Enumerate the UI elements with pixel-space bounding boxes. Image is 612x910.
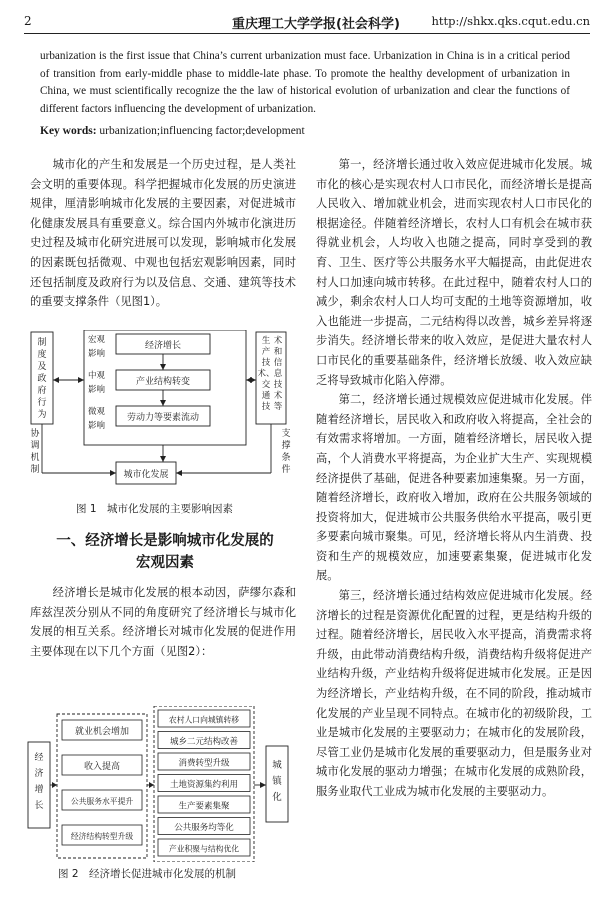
- fig2-middle-text: 就业机会增加: [74, 727, 130, 737]
- fig1-left-label-char: 制: [30, 465, 40, 475]
- fig1-left-label-char: 机: [30, 453, 40, 463]
- fig1-right-box-char: 生: [261, 336, 271, 346]
- fig1-right-box-char: 通: [261, 391, 271, 401]
- fig1-left-box-char: 政: [37, 374, 47, 384]
- fig2-source-char: 增: [34, 785, 44, 795]
- section-1-title-line-2: 宏观因素: [136, 555, 194, 571]
- fig1-left-box-char: 制: [37, 338, 47, 348]
- fig1-left-label-char: 调: [30, 441, 40, 451]
- fig2-right-text: 生产要素集聚: [178, 801, 230, 812]
- paragraph-first-effect: 第一，经济增长通过收入效应促进城市化发展。城市化的核心是实现农村人口市民化，而经济增长是提高人民收入、增加就业机会，进而实现农村人口市民化的根据途径。伴随着经济增长，农村人口有机会在城市获得就业机会，人均收入也随之提高，同时享受到的教育、卫生、医疗等公共服务水平大幅提高，由此促进农村人口加速向城市转移。在此过程中，随着农村人口的减少，剩余农村人口人均可支配的土地等资源增加，收入也能进一步提高，二元结构得以改善，城乡差异将逐步消失。经济增长带来的收入效应，是促进大量农村人口市民化的重要基础条件，经济增长放缓、收入效应缺乏将导致城市化陷入停滞。: [316, 158, 592, 387]
- fig1-left-label-char: 协: [30, 429, 40, 439]
- fig1-right-label-char: 支: [281, 429, 291, 439]
- fig1-right-box-char: 等: [273, 402, 283, 412]
- fig1-bottom-box-text: 城市化发展: [123, 470, 169, 480]
- section-1-title: [40, 530, 290, 574]
- fig1-right-box-char: 交: [261, 380, 271, 390]
- fig1-right-label-char: 条: [281, 453, 291, 463]
- fig1-level-label: 宏观: [88, 335, 106, 345]
- keywords-value: urbanization;influencing factor;development: [99, 125, 305, 137]
- figure-2-caption: 图 2 经济增长促进城市化发展的机制: [58, 868, 237, 880]
- fig1-left-box-char: 行: [37, 398, 47, 408]
- left-column-section-1: [30, 583, 296, 661]
- fig1-right-box-char: 息: [273, 369, 283, 379]
- fig1-level-box-text: 劳动力等要素流动: [126, 413, 200, 423]
- fig2-source-char: 长: [34, 801, 44, 811]
- right-column: [316, 155, 592, 802]
- fig1-left-box-char: 及: [37, 362, 47, 372]
- fig2-target-char: 镇: [272, 776, 282, 787]
- fig1-right-box-char: 技: [273, 380, 283, 390]
- fig1-right-box-char: 技: [261, 358, 271, 368]
- fig2-source-char: 经: [34, 753, 44, 763]
- fig1-level-box-text: 产业结构转变: [135, 377, 191, 387]
- fig2-middle-text: 公共服务水平提升: [70, 797, 134, 806]
- section-1-title-line-1: 一、经济增长是影响城市化发展的: [56, 533, 274, 549]
- fig2-target-char: 化: [272, 792, 282, 803]
- fig1-left-box-char: 为: [37, 410, 47, 420]
- fig2-right-text: 公共服务均等化: [174, 823, 234, 833]
- figure-1-caption: 图 1 城市化发展的主要影响因素: [76, 503, 234, 515]
- fig1-level-label: 微观: [88, 407, 106, 417]
- paragraph-second-effect: 第二，经济增长通过规模效应促进城市化发展。伴随着经济增长，居民收入和政府收入将提高，全社会的有效需求将增加。一方面，随着经济增长，居民收入提高，个人消费水平将提高，为企业扩大生产、实现规模经济提供了基础，促进各种要素加速集聚。另一方面，随着经济增长，政府收入增加，政府在公共服务领域的投资将加大，促进城市公共服务供给水平提高，吸引更多要素向城市聚集。可见，经济增长将从内生消费、投资和生产的规模效应，加速要素集聚，促进城市化发展。: [316, 393, 592, 583]
- fig2-right-text: 土地资源集约利用: [169, 780, 239, 790]
- fig1-right-box-char: 术: [273, 391, 283, 401]
- fig1-right-label-char: 撑: [281, 441, 291, 451]
- fig2-target-char: 城: [272, 760, 282, 771]
- fig1-right-box-char: 信: [273, 358, 283, 368]
- figure-1-svg: [30, 330, 294, 494]
- figure-1-diagram: [30, 330, 294, 494]
- fig2-right-text: 农村人口向城镇转移: [168, 715, 240, 725]
- fig1-right-box-char: 技: [261, 402, 271, 412]
- fig2-right-text: 城乡二元结构改善: [169, 737, 239, 747]
- fig1-right-box-char: 术: [273, 336, 283, 346]
- paragraph-third-effect: 第三，经济增长通过结构效应促进城市化发展。经济增长的过程是资源优化配置的过程，更是结构升级的过程。随着经济增长，居民收入水平提高，消费需求将升级，由此带动消费结构升级，消费结构升级将促进产业结构升级，产业结构升级将促进城市化发展。正是因为经济增长，产业结构升级，在不同的阶段，推动城市化发展的产业呈现不同特点。在城市化的初级阶段，工业是城市化发展的主要驱动力；在城市化的发展阶段，尽管工业仍是城市化发展的重要驱动力，但是服务业对城市化发展的驱动力增强；在城市化发展的成熟阶段，服务业取代工业成为城市化发展的主要驱动力。: [316, 589, 592, 798]
- fig1-level-label: 影响: [88, 385, 106, 395]
- fig1-level-label: 中观: [88, 371, 106, 381]
- fig1-level-label: 影响: [88, 421, 106, 431]
- section-1-paragraph: 经济增长是城市化发展的根本动因，萨缪尔森和库兹涅茨分别从不同的角度研究了经济增长与城市化发展的相互关系。经济增长对城市化发展的促进作用主要体现在以下几个方面（见图2）：: [30, 586, 296, 658]
- journal-title: 重庆理工大学学报(社会科学): [232, 17, 400, 32]
- figure-2-diagram: [26, 706, 292, 862]
- fig1-left-box-char: 度: [37, 350, 47, 360]
- fig1-right-label-char: 件: [281, 465, 291, 475]
- fig1-left-box-char: 府: [37, 386, 47, 396]
- running-header: [24, 8, 590, 34]
- fig2-right-text: 产业积聚与结构优化: [168, 844, 240, 854]
- page-number: 2: [24, 14, 32, 28]
- keywords-label: Key words:: [40, 125, 97, 137]
- keywords-line: [40, 125, 305, 137]
- abstract-text: urbanization is the first issue that China’s current urbanization must face. Urbanization in China is in a critical period of transition from early-middle phase to middle-late phase. To promote the healthy development of urbanization in China, we must scientifically recognize the the law of historical evolution of urbanization and clear the functions of different factors influencing the development of urbanization.: [40, 50, 570, 115]
- intro-paragraph: 城市化的产生和发展是一个历史过程，是人类社会文明的重要体现。科学把握城市化发展的历史演进规律，厘清影响城市化发展的主要因素，对促进城市化健康发展具有重要意义。综合国内外城市化演进历史过程及城市化研究进展可以发现，影响城市化发展的因素既包括微观、中观也包括宏观影响因素，同时还包括制度及政府行为以及信息、交通、建筑等技术的重要支撑条件（见图1）。: [30, 158, 296, 309]
- fig1-right-box-char: 术、: [257, 369, 275, 379]
- journal-url: http://shkx.qks.cqut.edu.cn: [431, 14, 590, 28]
- left-column-intro: [30, 155, 296, 312]
- fig1-right-box-char: 产: [261, 347, 271, 357]
- fig2-source-char: 济: [34, 769, 44, 779]
- fig2-middle-text: 经济结构转型升级: [70, 832, 134, 841]
- figure-2-svg: [26, 706, 292, 862]
- fig2-right-text: 消费转型升级: [178, 758, 230, 769]
- fig1-level-box-text: 经济增长: [144, 341, 182, 351]
- fig2-middle-text: 收入提高: [83, 762, 121, 772]
- fig1-right-box-char: 和: [273, 347, 283, 357]
- fig1-level-label: 影响: [88, 349, 106, 359]
